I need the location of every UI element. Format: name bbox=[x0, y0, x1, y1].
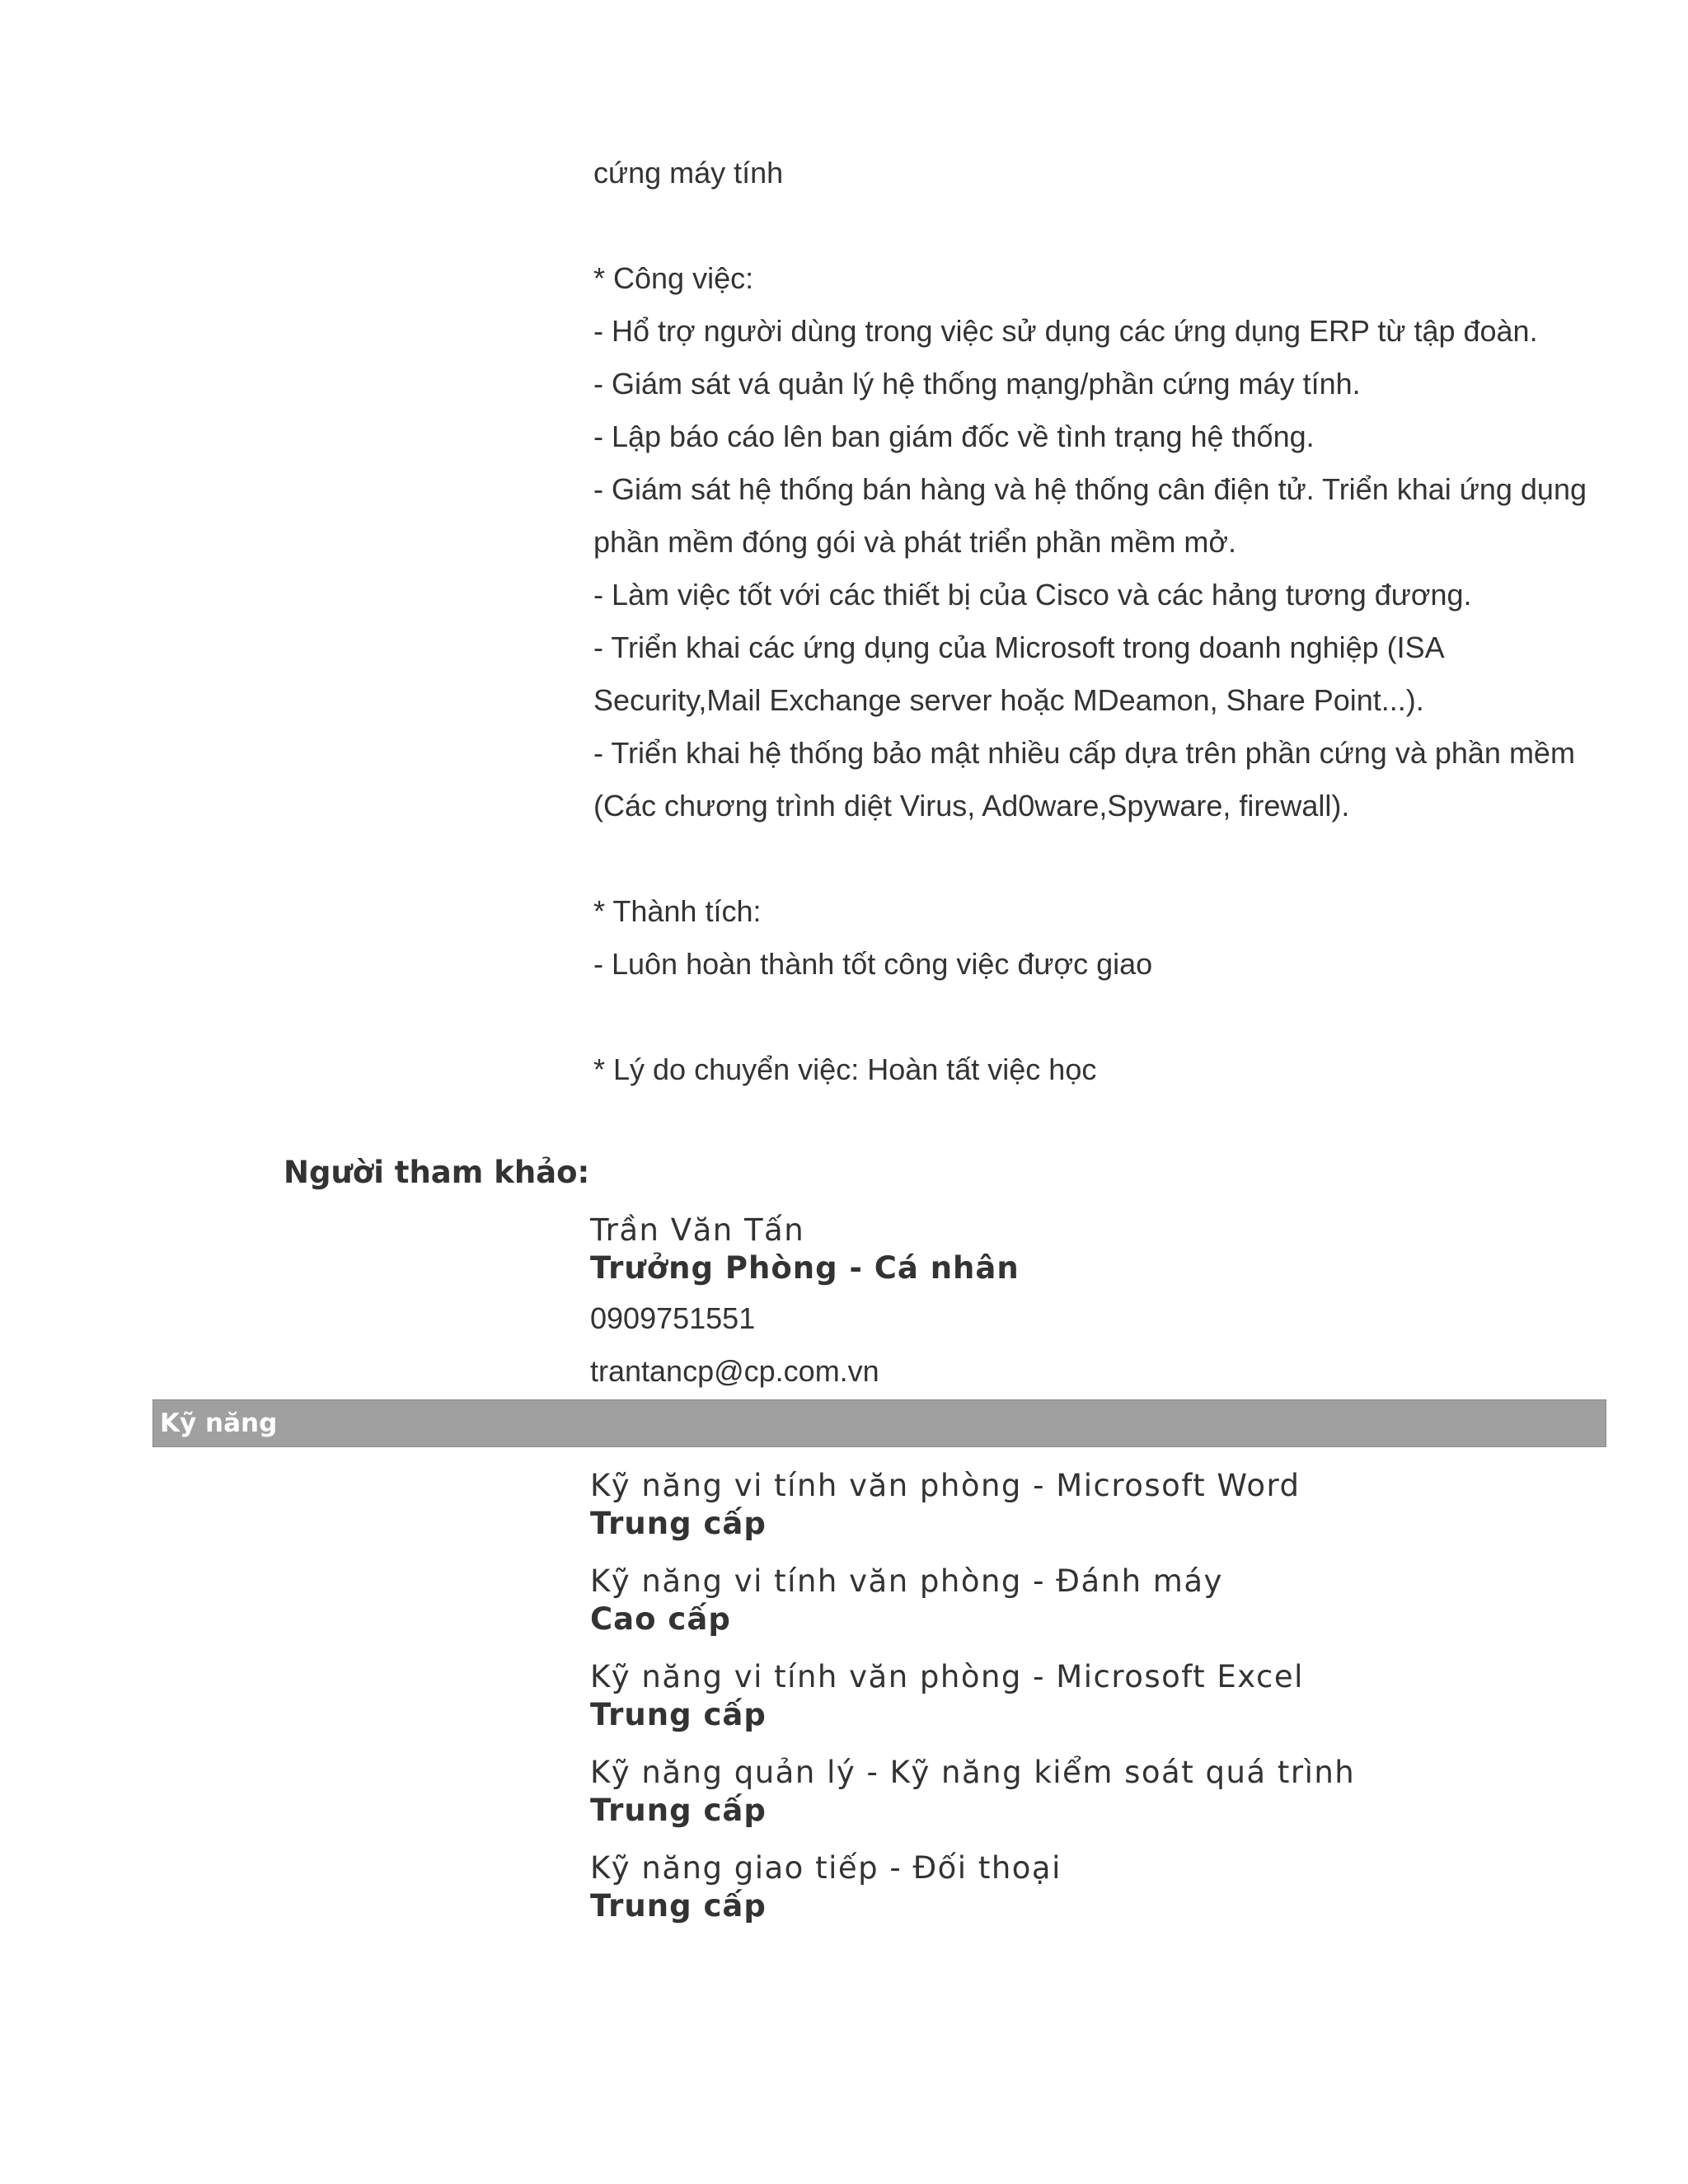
blank-line bbox=[593, 832, 1615, 885]
skills-section-title: Kỹ năng bbox=[160, 1408, 278, 1438]
reference-entry bbox=[590, 1212, 1612, 1398]
reference-email: trantancp@cp.com.vn bbox=[590, 1354, 879, 1388]
work-line: * Lý do chuyển việc: Hoàn tất việc học bbox=[593, 1052, 1097, 1086]
skill-level: Cao cấp bbox=[590, 1601, 731, 1637]
skill-level: Trung cấp bbox=[590, 1793, 767, 1828]
skill-name: Kỹ năng vi tính văn phòng - Microsoft Excel bbox=[590, 1659, 1304, 1694]
work-line: cứng máy tính bbox=[593, 156, 784, 190]
work-experience-details bbox=[593, 147, 1615, 1096]
work-line: - Luôn hoàn thành tốt công việc được giao bbox=[593, 947, 1153, 981]
skill-item bbox=[590, 1754, 1612, 1830]
work-line: (Các chương trình diệt Virus, Ad0ware,Spyware, firewall). bbox=[593, 789, 1350, 823]
work-line: * Công việc: bbox=[593, 261, 754, 295]
blank-line bbox=[593, 199, 1615, 252]
skill-item bbox=[590, 1658, 1612, 1734]
skills-section-bar bbox=[152, 1399, 1606, 1447]
skill-item bbox=[590, 1467, 1612, 1543]
work-line: - Làm việc tốt với các thiết bị của Cisco và các hảng tương đương. bbox=[593, 578, 1472, 612]
work-line: - Triển khai hệ thống bảo mật nhiều cấp dựa trên phần cứng và phần mềm bbox=[593, 736, 1575, 770]
skill-name: Kỹ năng vi tính văn phòng - Microsoft Word bbox=[590, 1468, 1301, 1503]
skill-item bbox=[590, 1849, 1612, 1925]
skill-item bbox=[590, 1563, 1612, 1638]
work-line: - Triển khai các ứng dụng của Microsoft trong doanh nghiệp (ISA bbox=[593, 630, 1445, 664]
references-heading: Người tham khảo: bbox=[284, 1155, 590, 1190]
work-line: - Lập báo cáo lên ban giám đốc về tình trạng hệ thống. bbox=[593, 419, 1315, 453]
skills-list bbox=[590, 1467, 1612, 1945]
work-line: - Giám sát vá quản lý hệ thống mạng/phần cứng máy tính. bbox=[593, 367, 1361, 401]
work-line: - Hổ trợ người dùng trong việc sử dụng các ứng dụng ERP từ tập đoàn. bbox=[593, 314, 1538, 348]
skill-name: Kỹ năng quản lý - Kỹ năng kiểm soát quá trình bbox=[590, 1755, 1356, 1790]
skill-level: Trung cấp bbox=[590, 1506, 767, 1541]
skill-name: Kỹ năng vi tính văn phòng - Đánh máy bbox=[590, 1563, 1223, 1599]
work-line: Security,Mail Exchange server hoặc MDeamon, Share Point...). bbox=[593, 683, 1424, 717]
skill-level: Trung cấp bbox=[590, 1697, 767, 1732]
work-line: phần mềm đóng gói và phát triển phần mềm mở. bbox=[593, 525, 1237, 559]
reference-title: Trưởng Phòng - Cá nhân bbox=[590, 1250, 1020, 1286]
reference-name: Trần Văn Tấn bbox=[590, 1212, 805, 1248]
blank-line bbox=[593, 991, 1615, 1043]
skill-name: Kỹ năng giao tiếp - Đối thoại bbox=[590, 1850, 1062, 1886]
work-line: - Giám sát hệ thống bán hàng và hệ thống cân điện tử. Triển khai ứng dụng bbox=[593, 472, 1587, 506]
reference-phone: 0909751551 bbox=[590, 1301, 756, 1335]
work-line: * Thành tích: bbox=[593, 894, 762, 928]
skill-level: Trung cấp bbox=[590, 1888, 767, 1924]
